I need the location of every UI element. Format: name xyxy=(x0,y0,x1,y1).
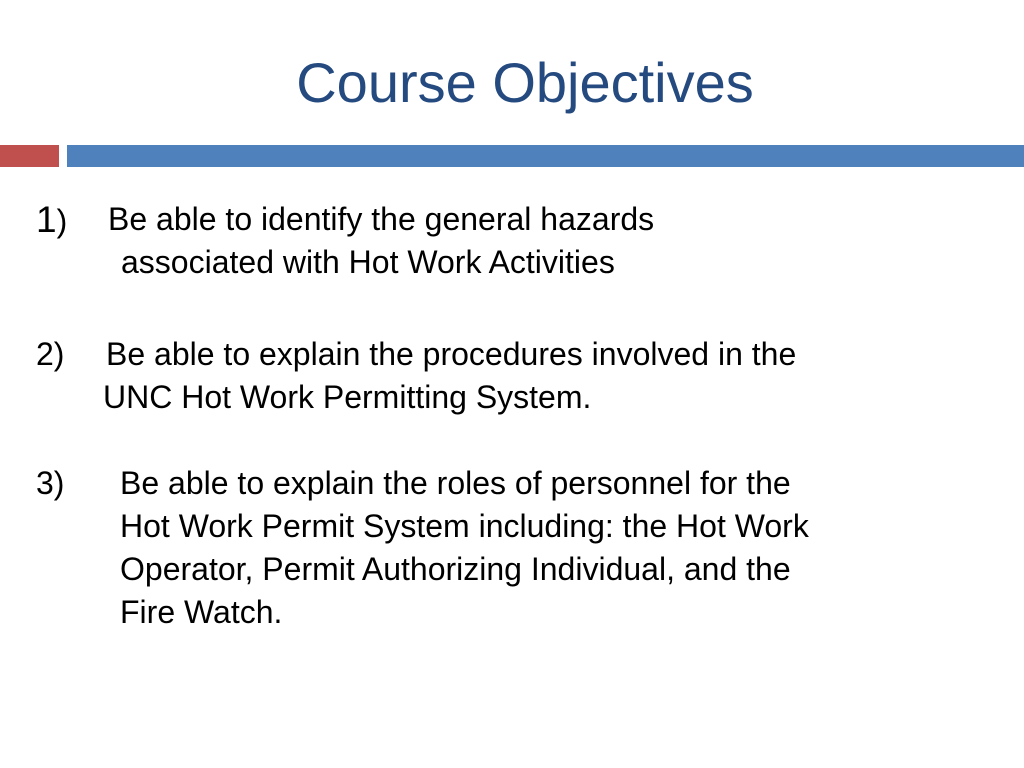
objective-3-text xyxy=(120,462,1000,634)
objective-1-text xyxy=(108,198,828,284)
slide-title: Course Objectives xyxy=(296,51,754,114)
title-rule-red-segment xyxy=(0,145,59,167)
objective-1-number: 1) xyxy=(36,199,68,240)
title-rule-blue-segment xyxy=(67,145,1024,167)
objective-2-number: 2) xyxy=(36,336,65,372)
objective-3-line-1: Be able to explain the roles of personnel for the xyxy=(120,465,791,501)
objective-3-number: 3) xyxy=(36,465,65,501)
objective-2-text xyxy=(103,333,1006,419)
objective-2-line-1: Be able to explain the procedures involved in the xyxy=(106,336,797,372)
objective-3-line-3: Operator, Permit Authorizing Individual, and the xyxy=(120,551,791,587)
objective-1-line-1: Be able to identify the general hazards xyxy=(108,201,655,237)
objective-3-line-2: Hot Work Permit System including: the Hot Work xyxy=(120,508,809,544)
objective-1-line-2: associated with Hot Work Activities xyxy=(121,244,615,280)
objective-3-line-4: Fire Watch. xyxy=(120,594,283,630)
objective-2-line-2: UNC Hot Work Permitting System. xyxy=(103,379,592,415)
